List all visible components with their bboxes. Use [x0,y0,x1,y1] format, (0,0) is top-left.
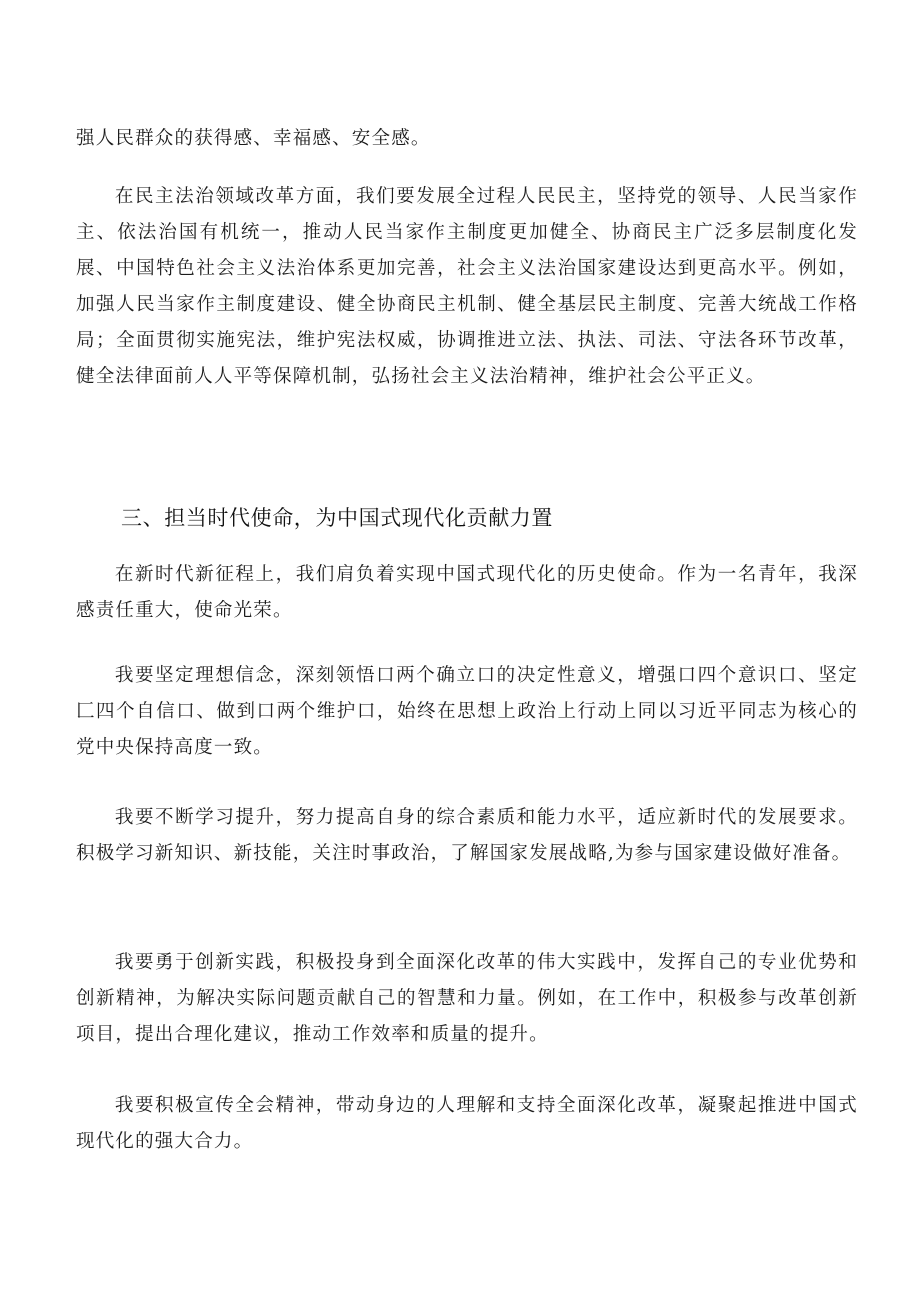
paragraph-promote-spirit: 我要积极宣传全会精神，带动身边的人理解和支持全面深化改革，凝聚起推进中国式现代化的强大合力。 [76,1095,858,1152]
paragraph-continued: 强人民群众的获得感、幸福感、安全感。 [76,128,431,149]
section-heading-3: 三、担当时代使命，为中国式现代化贡献力置 [121,506,553,530]
paragraph-learning-improvement: 我要不断学习提升，努力提高自身的综合素质和能力水平，适应新时代的发展要求。积极学习新知识、新技能，关注时事政治，了解国家发展战略,为参与国家建设做好准备。 [76,807,858,864]
paragraph-new-era-mission: 在新时代新征程上，我们肩负着实现中国式现代化的历史使命。作为一名青年，我深感责任重大，使命光荣。 [76,564,858,621]
paragraph-ideals-beliefs: 我要坚定理想信念，深刻领悟口两个确立口的决定性意义，增强口四个意识口、坚定匚四个自信口、做到口两个维护口，始终在思想上政治上行动上同以习近平同志为核心的党中央保持高度一致。 [76,665,858,758]
paragraph-democracy-rule-of-law: 在民主法治领域改革方面，我们要发展全过程人民民主，坚持党的领导、人民当家作主、依法治国有机统一，推动人民当家作主制度更加健全、协商民主广泛多层制度化发展、中国特色社会主义法治体系更加完善，社会主义法治国家建设达到更高水平。例如，加强人民当家作主制度建设、健全协商民主机制、健全基层民主制度、完善大统战工作格局；全面贯彻实施宪法，维护宪法权威，协调推进立法、执法、司法、守法各环节改革，健全法律面前人人平等保障机制，弘扬社会主义法治精神，维护社会公平正义。 [76,186,858,387]
paragraph-innovation-practice: 我要勇于创新实践，积极投身到全面深化改革的伟大实践中，发挥自己的专业优势和创新精神，为解决实际问题贡献自己的智慧和力量。例如，在工作中，积极参与改革创新项目，提出合理化建议，推动工作效率和质量的提升。 [76,952,858,1045]
